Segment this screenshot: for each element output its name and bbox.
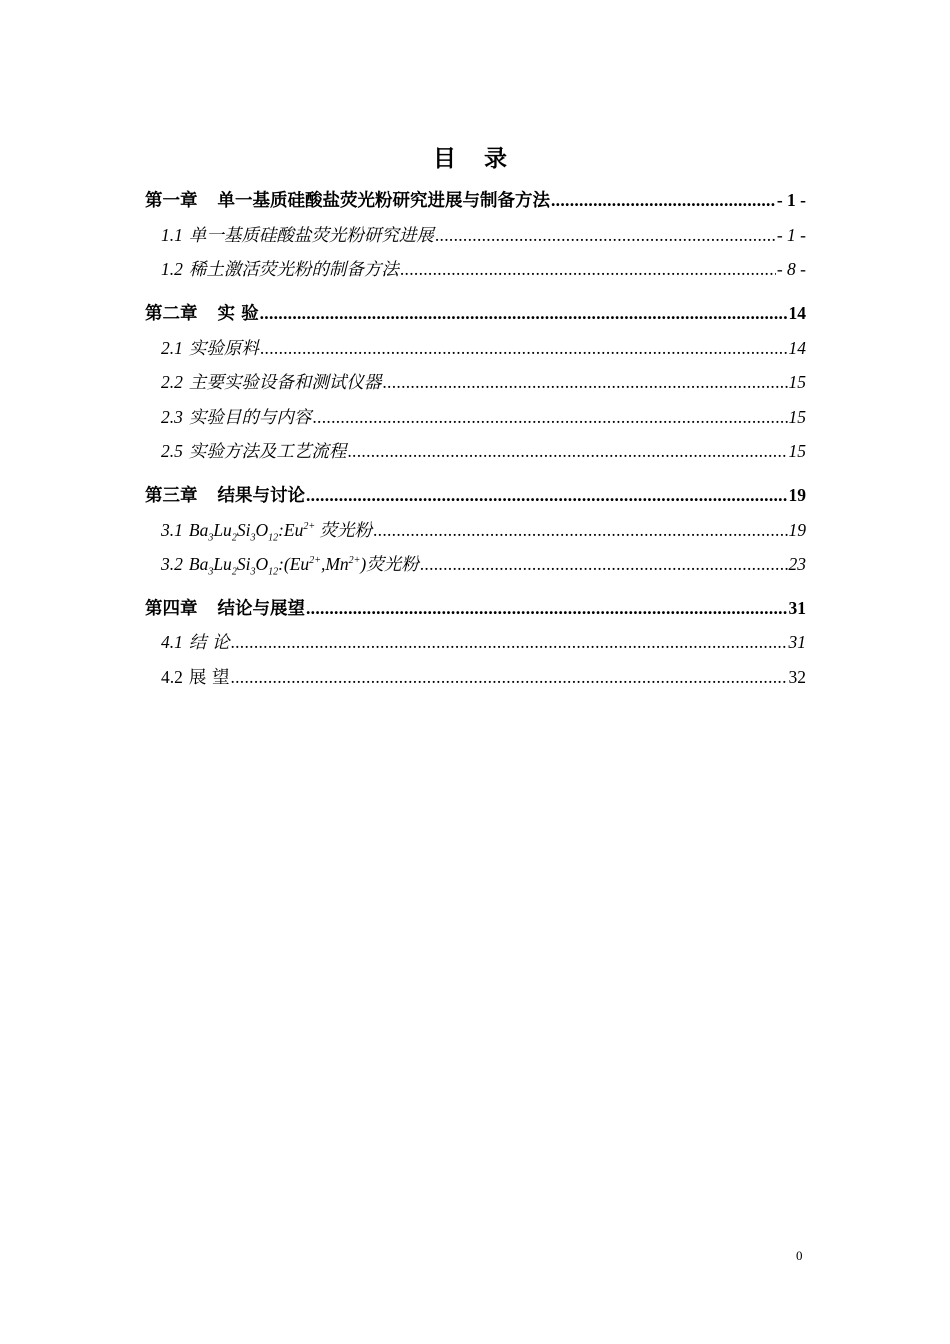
toc-section-2-2[interactable] (161, 371, 806, 394)
toc-section-2-5[interactable] (161, 440, 806, 463)
page-ref: 19 (788, 520, 806, 540)
page-ref: 23 (788, 554, 806, 574)
section-number: 3.1 (161, 520, 183, 540)
toc-section-3-1[interactable] (161, 519, 806, 542)
dot-leader (420, 553, 788, 575)
chemical-formula: $Ba_3Lu_2Si_3O_{12}:(Eu^{2+},Mn^{2+})$ (188, 554, 367, 578)
toc-chapter-3[interactable] (145, 484, 806, 507)
toc-chapter-4[interactable] (145, 597, 806, 620)
dot-leader (230, 631, 787, 653)
section-title: 稀土激活荧光粉的制备方法 (188, 260, 399, 280)
page-ref: 15 (788, 407, 806, 427)
section-title: 荧光粉 (366, 555, 419, 575)
dot-leader (230, 666, 787, 688)
toc-chapter-1[interactable] (145, 189, 806, 212)
dot-leader (260, 337, 788, 359)
dot-leader (347, 440, 787, 462)
page-ref: 15 (788, 441, 806, 461)
page-ref: 31 (788, 632, 806, 652)
section-number: 2.2 (161, 372, 183, 392)
dot-leader (373, 519, 788, 541)
section-number: 2.3 (161, 407, 183, 427)
section-title: 荧光粉 (319, 521, 372, 541)
toc-section-1-2[interactable] (161, 258, 806, 281)
page-ref: 15 (788, 372, 806, 392)
dot-leader (306, 484, 788, 506)
section-number: 1.1 (161, 225, 183, 245)
section-number: 4.2 (161, 667, 183, 687)
section-title: 单一基质硅酸盐荧光粉研究进展 (188, 226, 434, 246)
toc-section-4-1[interactable] (161, 631, 806, 654)
dot-leader (260, 302, 788, 324)
dot-leader (312, 406, 787, 428)
section-title: 展 望 (188, 668, 230, 688)
page-ref: 19 (788, 485, 806, 505)
chapter-number: 第三章 (145, 486, 198, 506)
page-ref: 14 (788, 338, 806, 358)
chapter-title: 单一基质硅酸盐荧光粉研究进展与制备方法 (217, 191, 550, 211)
toc-section-2-3[interactable] (161, 406, 806, 429)
section-number: 3.2 (161, 554, 183, 574)
section-title: 实验目的与内容 (188, 408, 312, 428)
page-ref: - 8 - (776, 259, 806, 279)
toc-section-1-1[interactable] (161, 224, 806, 247)
chapter-number: 第一章 (145, 191, 198, 211)
section-number: 2.5 (161, 441, 183, 461)
toc-section-2-1[interactable] (161, 337, 806, 360)
toc-chapter-2[interactable] (145, 302, 806, 325)
page-number: 0 (796, 1248, 803, 1263)
chapter-title: 结果与讨论 (217, 486, 305, 506)
section-number: 1.2 (161, 259, 183, 279)
section-title: 结 论 (188, 633, 230, 653)
toc-section-3-2[interactable] (161, 553, 806, 576)
section-number: 2.1 (161, 338, 183, 358)
chapter-number: 第二章 (145, 304, 198, 324)
page-ref: 32 (788, 667, 806, 687)
dot-leader (400, 258, 776, 280)
toc-section-4-2[interactable] (161, 666, 806, 689)
toc-title: 目 录 (432, 146, 517, 172)
chemical-formula: $Ba_3Lu_2Si_3O_{12}:Eu^{2+}$ (188, 520, 316, 544)
section-title: 实验原料 (188, 339, 259, 359)
section-number: 4.1 (161, 632, 183, 652)
page-ref: 14 (788, 303, 806, 323)
section-title: 主要实验设备和测试仪器 (188, 373, 382, 393)
section-title: 实验方法及工艺流程 (188, 442, 347, 462)
chapter-title: 结论与展望 (217, 599, 305, 619)
dot-leader (435, 224, 776, 246)
page-ref: 31 (788, 598, 806, 618)
dot-leader (382, 371, 787, 393)
page-ref: - 1 - (776, 190, 806, 210)
dot-leader (551, 189, 776, 211)
page-ref: - 1 - (776, 225, 806, 245)
chapter-number: 第四章 (145, 599, 198, 619)
dot-leader (306, 597, 788, 619)
chapter-title: 实 验 (217, 304, 259, 324)
